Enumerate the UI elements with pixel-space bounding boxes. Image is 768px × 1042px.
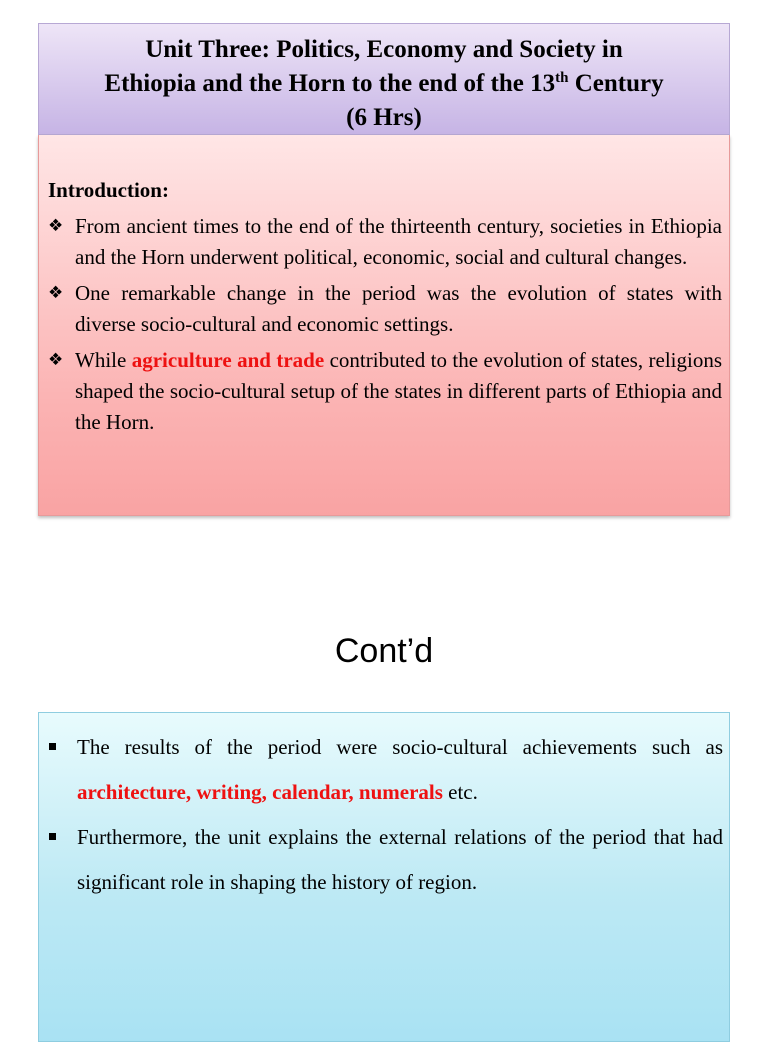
bullet-text-post: etc. [442,780,478,804]
list-item [47,815,723,905]
title-line2-post: Century [568,70,664,97]
title-superscript: th [555,70,569,86]
list-item [48,345,722,438]
bullet-text: Furthermore, the unit explains the external relations of the period that had significant role in shaping the history of region. [77,825,723,894]
bullet-text: From ancient times to the end of the thirteenth century, societies in Ethiopia and the Horn underwent political, economic, social and cultural changes. [75,214,722,269]
list-item [48,211,722,273]
highlight-text: agriculture and trade [131,348,325,372]
results-bullet-list [47,725,723,905]
bullet-text: One remarkable change in the period was the evolution of states with diverse socio-cultural and economic settings. [75,281,722,336]
results-panel [38,712,730,1042]
list-item [48,278,722,340]
highlight-text: architecture, writing, calendar, numerals [77,780,443,804]
diamond-bullet-icon: ❖ [48,350,64,370]
title-line2-pre: Ethiopia and the Horn to the end of the 13 [104,70,556,97]
title-line3: (6 Hrs) [346,104,422,131]
intro-heading: Introduction: [48,178,169,202]
title-line2 [39,67,729,101]
title-line1: Unit Three: Politics, Economy and Society in [145,36,623,63]
slide1-title [38,23,730,135]
bullet-text-pre: While [75,348,132,372]
bullet-text-post: contributed to the evolution of states, religions shaped the socio-cultural setup of the states in different parts of Ethiopia and the Horn. [75,348,722,434]
square-bullet-icon [49,743,56,750]
square-bullet-icon [49,833,56,840]
diamond-bullet-icon: ❖ [48,283,64,303]
diamond-bullet-icon: ❖ [48,216,64,236]
introduction-panel [38,135,730,516]
list-item [47,725,723,815]
bullet-text-pre: The results of the period were socio-cultural achievements such as [77,735,723,759]
intro-bullet-list [48,211,722,443]
slide2-heading: Cont’d [334,632,434,670]
